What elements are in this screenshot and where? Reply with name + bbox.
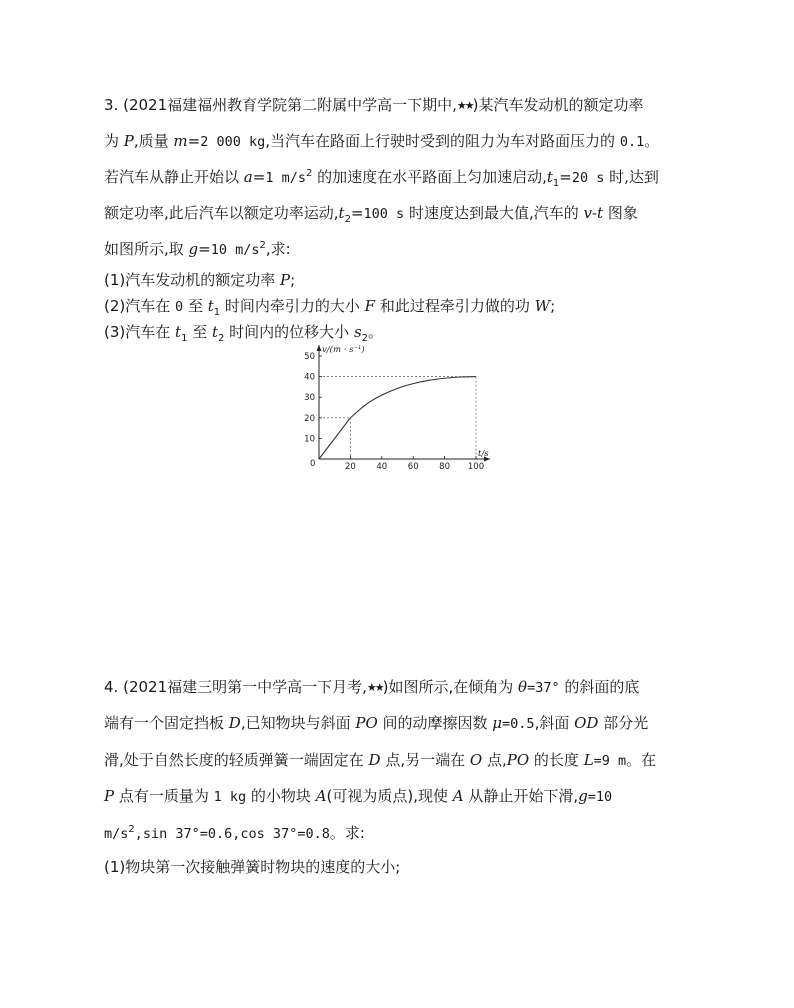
chart-origin-label: 0 (310, 459, 316, 469)
q4-source: (2021福建三明第一中学高一下月考, (123, 678, 367, 696)
x-tick-label: 20 (344, 462, 356, 470)
q3-source: (2021福建福州教育学院第二附属中学高一下期中, (123, 96, 457, 114)
chart-ylabel: v/(m · s⁻¹) (322, 345, 365, 355)
x-tick-label: 60 (407, 462, 419, 470)
q3-line-5: 如图所示,取 g=10 $m/s^2$,求: (104, 240, 291, 258)
x-tick-label: 100 (467, 462, 485, 470)
q3-text: 某汽车发动机的额定功率 (478, 96, 644, 114)
series-line-0 (319, 418, 350, 459)
difficulty-stars-icon: ★★ (366, 681, 383, 694)
vt-chart (296, 338, 506, 470)
series-line-1 (350, 377, 476, 418)
q3-number: 3. (104, 96, 119, 114)
q3-subq-1: (1)汽车发动机的额定功率 P; (104, 271, 296, 289)
x-tick-label: 80 (439, 462, 451, 470)
x-tick-label: 40 (376, 462, 388, 470)
y-tick-label: 50 (304, 352, 315, 362)
chart-axes (317, 345, 491, 462)
q3-line-1: 3. (2021福建福州教育学院第二附属中学高一下期中,★★)某汽车发动机的额定功率 (104, 96, 644, 114)
chart-series (319, 377, 476, 459)
q4-number: 4. (104, 678, 119, 696)
y-tick-label: 10 (304, 434, 315, 445)
chart-ticks (304, 352, 484, 470)
q4-line-1: 4. (2021福建三明第一中学高一下月考,★★)如图所示,在倾角为 θ=37° 的斜面的底 (104, 678, 640, 696)
q3-line-3: 若汽车从静止开始以 a=1 $m/s^2$ 的加速度在水平路面上匀加速启动$,t_1=20$ s 时,达到 (104, 168, 659, 189)
difficulty-stars-icon: ★★ (456, 99, 473, 112)
q4-line-5: $m/s^2,\sin$ 37°=0.6,cos 37°=0.8。求: (104, 824, 365, 842)
chart-xlabel: t/s (478, 449, 489, 459)
y-tick-label: 20 (304, 413, 315, 424)
q4-line-2: 端有一个固定挡板 D,已知物块与斜面 PO 间的动摩擦因数 μ=0.5,斜面 OD 部分光 (104, 714, 649, 732)
y-axis-arrow-icon (317, 345, 322, 351)
q3-line-4: 额定功率,此后汽车以额定功率运动$,t_2=100$ s 时速度达到最大值,汽车的 v-t 图象 (104, 204, 638, 225)
chart-guide-lines (319, 377, 476, 459)
q4-line-4: P 点有一质量为 1 kg 的小物块 A(可视为质点),现使 A 从静止开始下滑,g=10 (104, 787, 613, 805)
q4-subq-1: (1)物块第一次接触弹簧时物块的速度的大小; (104, 858, 401, 876)
y-tick-label: 30 (304, 393, 315, 404)
q3-subq-2: (2)汽车在 0 至 $t_1$ 时间内牵引力的大小 F 和此过程牵引力做的功 W; (104, 297, 556, 318)
q3-subq-3: (3)汽车在 $t_1$ 至 $t_2$ 时间内的位移大小 $s_2$。 (104, 323, 384, 344)
q3-line-2: 为 P,质量 m=2 000 kg,当汽车在路面上行驶时受到的阻力为车对路面压力的 0.1。 (104, 132, 660, 150)
y-tick-label: 40 (304, 372, 315, 383)
q4-line-3: 滑,处于自然长度的轻质弹簧一端固定在 D 点,另一端在 O 点,PO 的长度 L=9 m。在 (104, 751, 657, 769)
